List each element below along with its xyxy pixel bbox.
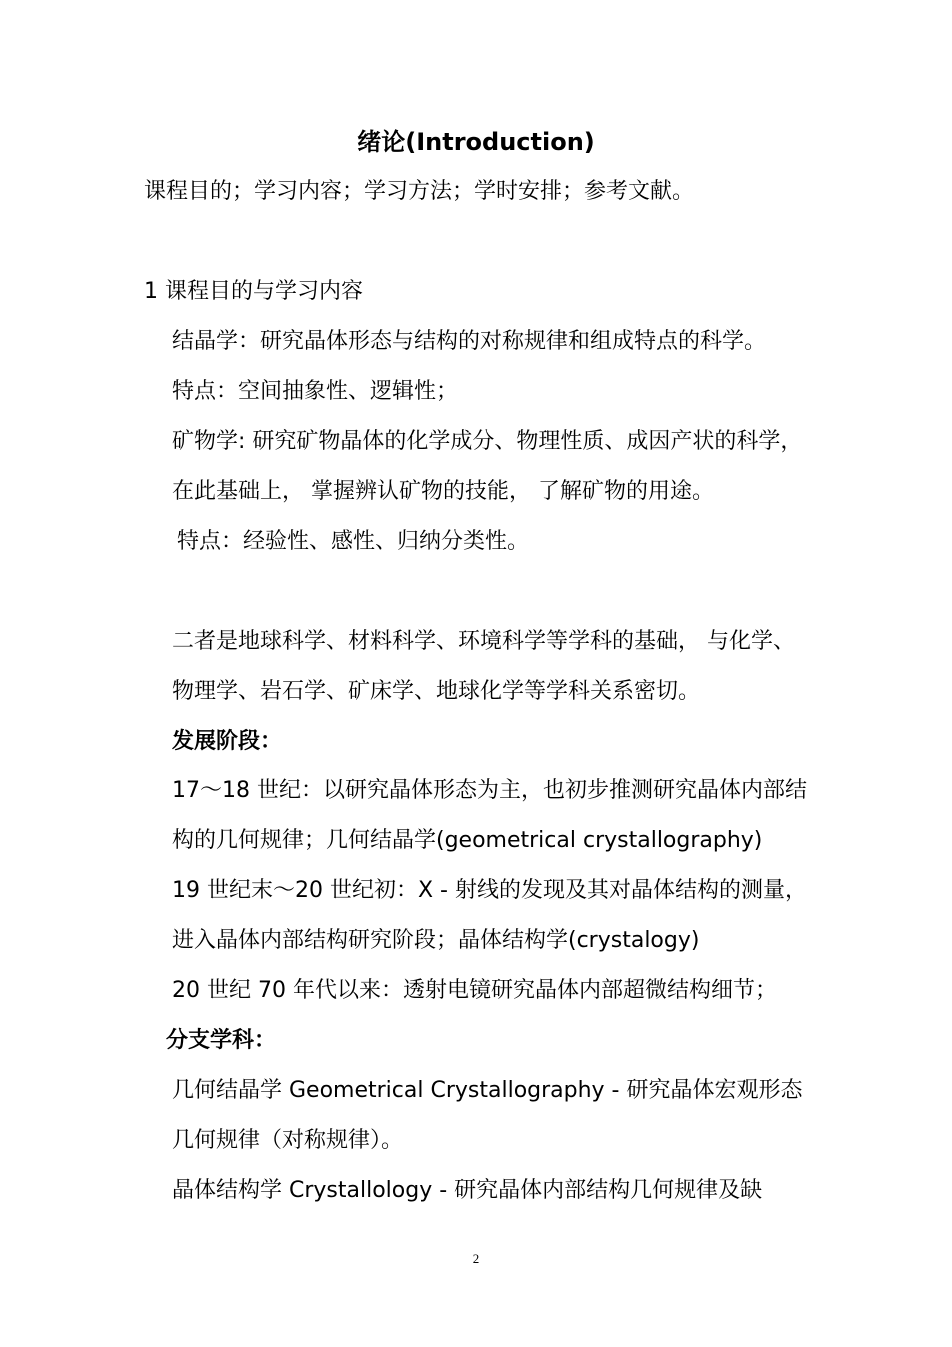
relation-line-1: 二者是地球科学、材料科学、环境科学等学科的基础， 与化学、 — [172, 629, 795, 654]
development-heading: 发展阶段： — [172, 729, 283, 754]
page-title: 绪论(Introduction) — [357, 128, 595, 156]
crystallography-definition: 结晶学：研究晶体形态与结构的对称规律和组成特点的科学。 — [172, 329, 767, 354]
stage-3-line-1: 20 世纪 70 年代以来：透射电镜研究晶体内部超微结构细节； — [172, 978, 777, 1003]
stage-2-line-2: 进入晶体内部结构研究阶段；晶体结构学(crystalogy) — [172, 928, 700, 953]
stage-2-line-1: 19 世纪末～20 世纪初：X - 射线的发现及其对晶体结构的测量， — [172, 878, 807, 903]
mineralogy-definition-line-1: 矿物学: 研究矿物晶体的化学成分、物理性质、成因产状的科学， — [172, 429, 803, 454]
page-number: 2 — [472, 1251, 480, 1266]
overview-line: 课程目的；学习内容；学习方法；学时安排；参考文献。 — [144, 179, 695, 204]
branch-1-line-2: 几何规律（对称规律）。 — [172, 1128, 404, 1153]
stage-1-line-2: 构的几何规律；几何结晶学(geometrical crystallography) — [172, 828, 763, 853]
branch-2-line-1: 晶体结构学 Crystallology - 研究晶体内部结构几何规律及缺 — [172, 1178, 763, 1203]
mineralogy-features: 特点：经验性、感性、归纳分类性。 — [177, 529, 530, 554]
stage-1-line-1: 17～18 世纪：以研究晶体形态为主，也初步推测研究晶体内部结 — [172, 778, 807, 803]
branches-heading: 分支学科： — [166, 1028, 277, 1053]
branch-1-line-1: 几何结晶学 Geometrical Crystallography - 研究晶体宏观形态 — [172, 1078, 803, 1103]
crystallography-features: 特点：空间抽象性、逻辑性； — [172, 379, 459, 404]
section-heading: 1 课程目的与学习内容 — [144, 279, 363, 304]
relation-line-2: 物理学、岩石学、矿床学、地球化学等学科关系密切。 — [172, 679, 701, 704]
mineralogy-definition-line-2: 在此基础上， 掌握辨认矿物的技能， 了解矿物的用途。 — [172, 479, 714, 504]
